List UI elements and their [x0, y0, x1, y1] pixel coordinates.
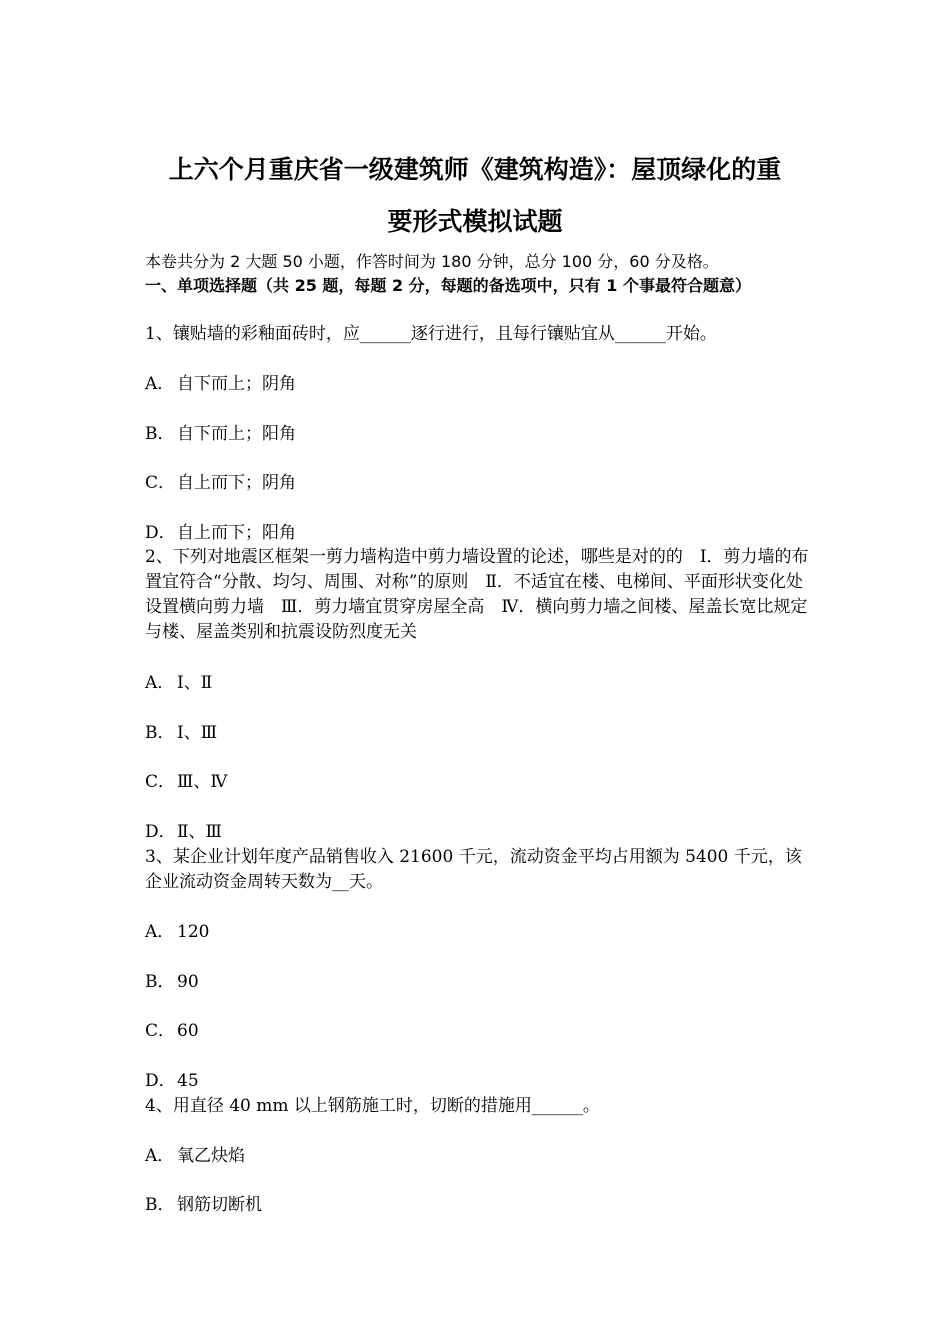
- option-4a: [145, 1144, 245, 1169]
- question-3-text: 3、某企业计划年度产品销售收入 21600 千元，流动资金平均占用额为 5400 千元，该企业流动资金周转天数为__天。: [145, 847, 802, 892]
- option-text: 自下而上；阳角: [177, 424, 296, 444]
- option-text: Ⅱ、Ⅲ: [177, 822, 222, 842]
- title-line-2: 要形式模拟试题: [387, 207, 563, 236]
- question-1-text: 1、镶贴墙的彩釉面砖时，应______逐行进行，且每行镶贴宜从______开始。: [145, 324, 717, 344]
- option-letter: A．: [145, 1146, 175, 1166]
- exam-intro: 本卷共分为 2 大题 50 小题，作答时间为 180 分钟，总分 100 分，60 分及格。: [145, 252, 719, 271]
- option-letter: D．: [145, 822, 176, 842]
- option-letter: A．: [145, 673, 175, 693]
- option-text: 90: [177, 972, 199, 992]
- option-1d: [145, 521, 296, 546]
- option-letter: B．: [145, 723, 175, 743]
- option-text: 氧乙炔焰: [177, 1146, 245, 1166]
- option-letter: C．: [145, 1021, 176, 1041]
- option-letter: B．: [145, 1195, 175, 1215]
- option-letter: D．: [145, 523, 176, 543]
- option-letter: C．: [145, 473, 176, 493]
- option-2a: [145, 671, 212, 696]
- option-letter: A．: [145, 922, 175, 942]
- option-letter: B．: [145, 972, 175, 992]
- option-3b: [145, 970, 199, 995]
- option-text: Ⅰ、Ⅱ: [177, 673, 213, 693]
- option-text: 45: [177, 1071, 199, 1091]
- option-text: Ⅲ、Ⅳ: [177, 772, 228, 792]
- question-2-text: 2、下列对地震区框架一剪力墙构造中剪力墙设置的论述，哪些是对的的 Ⅰ．剪力墙的布置宜符合“分散、均匀、周围、对称”的原则 Ⅱ．不适宜在楼、电梯间、平面形状变化处设置横向剪力墙 Ⅲ．剪力墙宜贯穿房屋全高 Ⅳ．横向剪力墙之间楼、屋盖长宽比规定与楼、屋盖类别和抗震设防烈度无关: [145, 547, 809, 642]
- option-3a: [145, 920, 209, 945]
- option-2c: [145, 770, 227, 795]
- option-text: Ⅰ、Ⅲ: [177, 723, 218, 743]
- option-text: 自下而上；阴角: [177, 374, 296, 394]
- option-1c: [145, 471, 296, 496]
- option-1a: [145, 372, 296, 397]
- option-letter: C．: [145, 772, 176, 792]
- option-letter: D．: [145, 1071, 176, 1091]
- option-text: 自上而下；阴角: [177, 473, 296, 493]
- option-letter: B．: [145, 424, 175, 444]
- option-2b: [145, 721, 217, 746]
- option-4b: [145, 1193, 262, 1218]
- option-1b: [145, 422, 296, 447]
- option-3c: [145, 1019, 199, 1044]
- option-letter: A．: [145, 374, 175, 394]
- option-text: 自上而下；阳角: [177, 523, 296, 543]
- option-2d: [145, 820, 222, 845]
- question-4-text: 4、用直径 40 mm 以上钢筋施工时，切断的措施用______。: [145, 1096, 600, 1116]
- section-heading: 一、单项选择题（共 25 题，每题 2 分，每题的备选项中，只有 1 个事最符合题意）: [145, 276, 751, 295]
- title-line-1: 上六个月重庆省一级建筑师《建筑构造》：屋顶绿化的重: [168, 155, 782, 184]
- option-text: 120: [177, 922, 210, 942]
- option-3d: [145, 1069, 199, 1094]
- option-text: 60: [177, 1021, 199, 1041]
- option-text: 钢筋切断机: [177, 1195, 262, 1215]
